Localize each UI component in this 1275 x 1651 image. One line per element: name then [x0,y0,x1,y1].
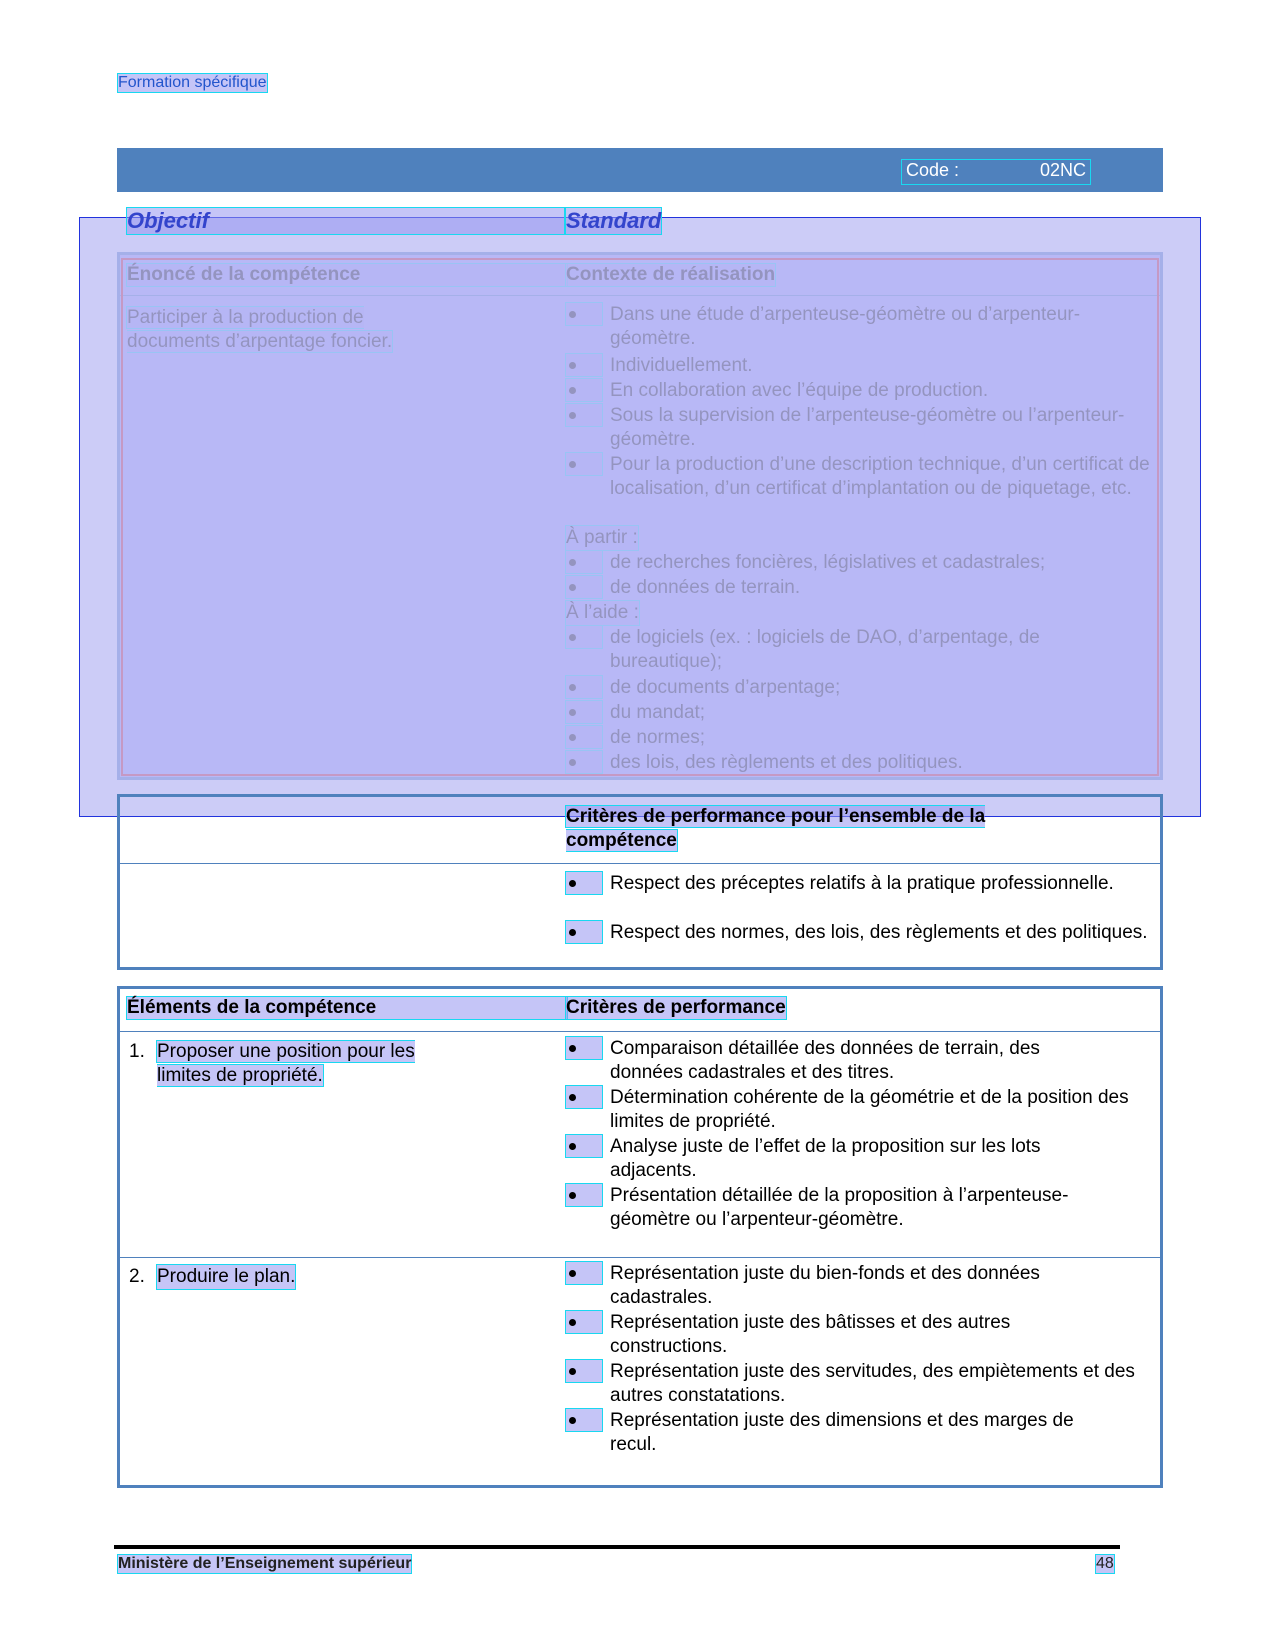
element-label: Produire le plan. [157,1266,296,1287]
bullet-icon [566,1086,602,1108]
bullet-icon [566,1037,602,1059]
element-number: 2. [129,1266,145,1287]
footer-ministry: Ministère de l’Enseignement supérieur [118,1555,412,1572]
bullet-icon [566,1360,602,1382]
row-divider [120,1257,1160,1258]
code-label: Code : [906,160,960,180]
bullet-icon [566,1262,602,1284]
header-divider [120,863,1160,864]
page-number: 48 [1096,1555,1114,1572]
element-number: 1. [129,1041,145,1062]
footer-rule [114,1545,1120,1549]
element-label: Proposer une position pour les limites de propriété. [157,1041,415,1086]
elements-header: Éléments de la compétence [127,997,567,1019]
criteria-header: Critères de performance [566,997,786,1018]
bullet-icon [566,921,602,943]
program-header: Formation spécifique [118,74,267,91]
overall-criteria-header: Critères de performance pour l’ensemble de la compétence [566,806,986,851]
bullet-icon [566,1135,602,1157]
selection-overlay [79,217,1201,817]
competency-code [902,160,1090,184]
bullet-icon [566,1409,602,1431]
objective-title: Objectif [127,208,564,234]
bullet-icon [566,1184,602,1206]
bullet-icon [566,872,602,894]
header-divider [120,1031,1160,1032]
bullet-icon [566,1311,602,1333]
standard-title: Standard [566,208,662,233]
code-value: 02NC [1039,160,1086,180]
